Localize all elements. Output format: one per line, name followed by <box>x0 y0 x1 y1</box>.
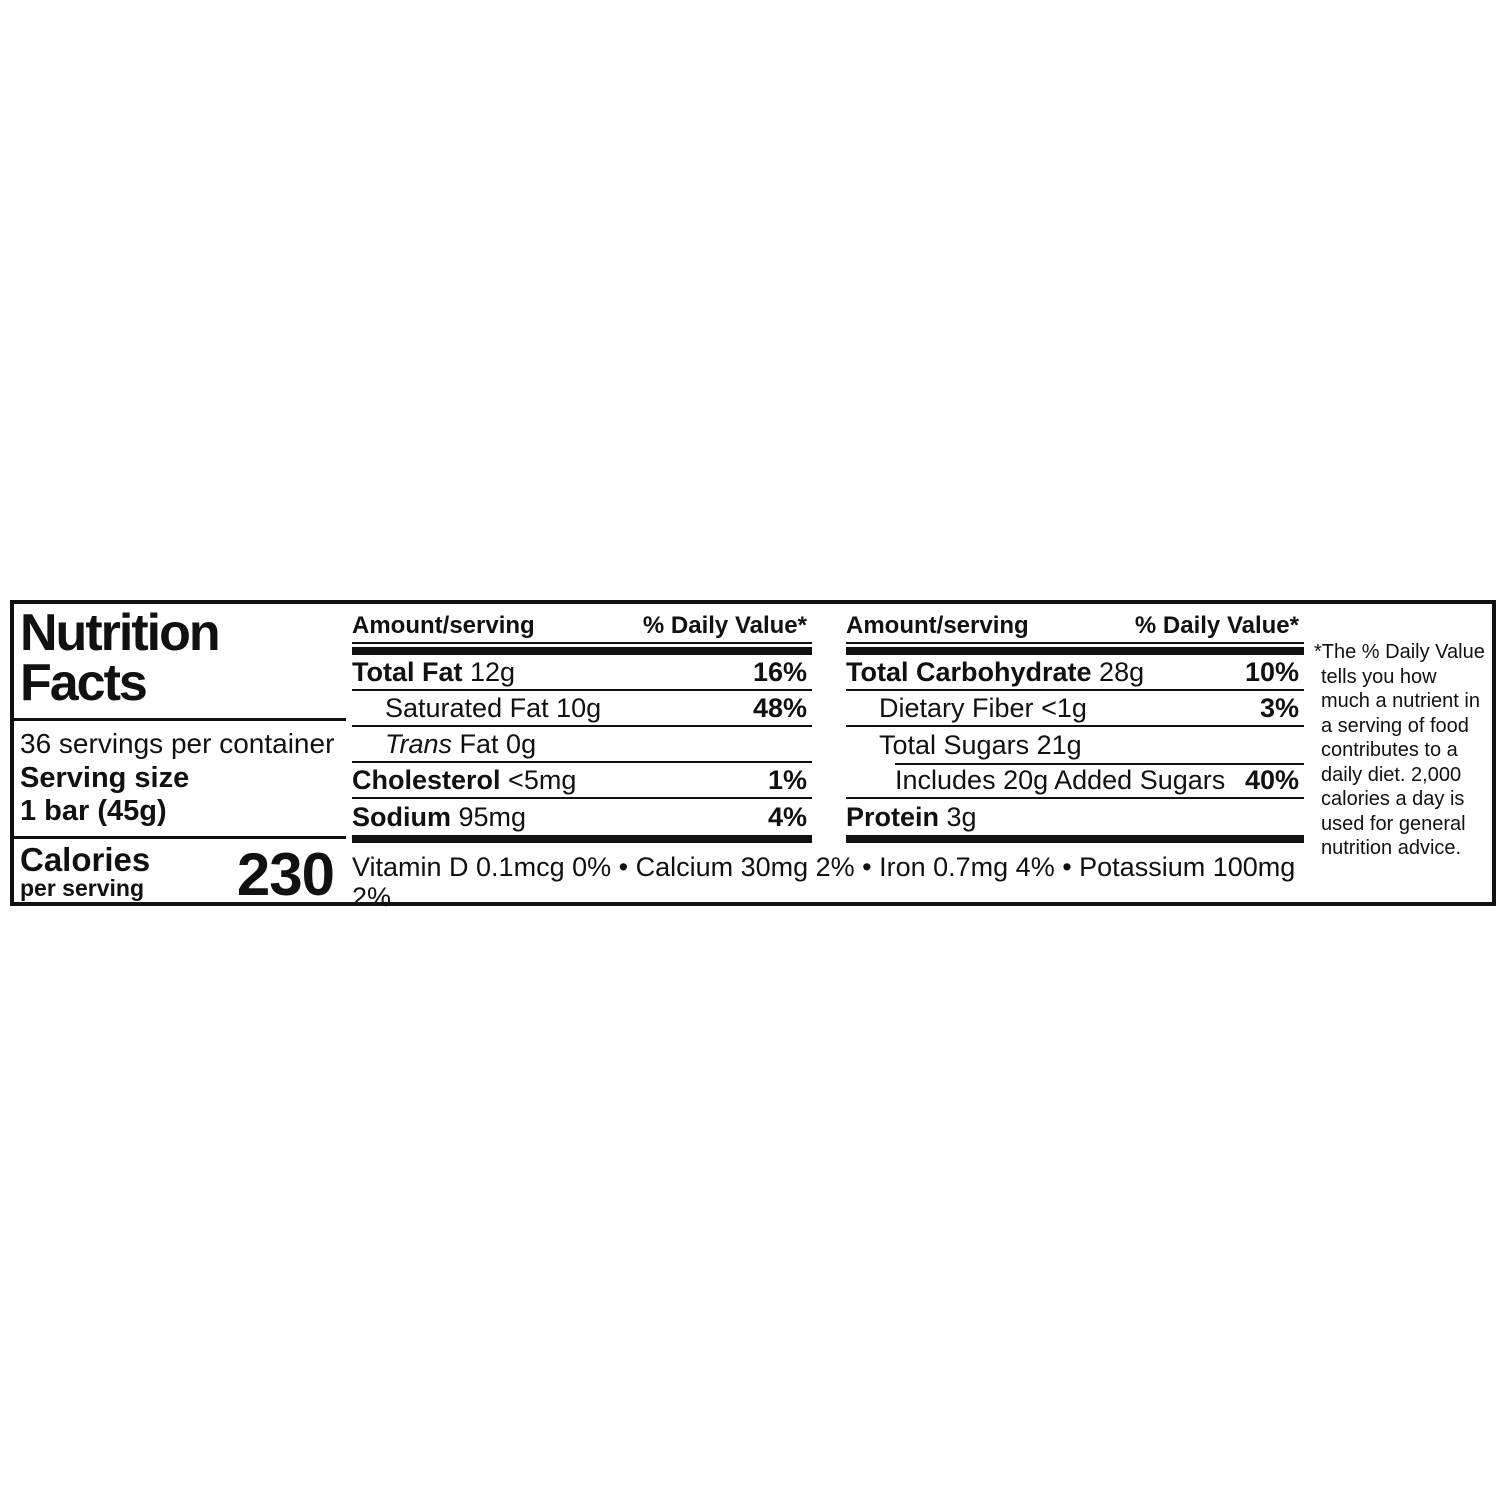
nutrition-facts-title: Nutrition Facts <box>20 604 219 712</box>
nutrient-dv: 3% <box>1259 692 1299 723</box>
nutrient-amount: 95mg <box>458 801 527 832</box>
nutrient-columns-area <box>352 604 1304 912</box>
column-header-daily-value: % Daily Value* <box>642 612 807 639</box>
nutrient-amount: 10g <box>556 692 602 723</box>
row-sodium <box>352 799 812 835</box>
row-total-carbohydrate <box>846 655 1304 691</box>
nutrient-columns <box>352 604 1304 843</box>
column-header <box>846 604 1304 639</box>
footnote <box>1314 604 1486 902</box>
thick-bar <box>352 835 812 843</box>
column-header-amount: Amount/serving <box>846 612 1029 639</box>
nutrient-amount: 0g <box>506 728 537 759</box>
footnote-text: *The % Daily Value tells you how much a nutrient in a serving of food contributes to a daily diet. 2,000 calories a day is used for general nutrition advice. <box>1314 641 1485 859</box>
calories-sublabel: per serving <box>20 875 144 901</box>
nutrient-amount: 21g <box>1036 729 1082 760</box>
calories-label: Calories <box>20 841 151 878</box>
nutrient-name: Saturated Fat 10g <box>385 692 602 723</box>
servings-per-container: 36 servings per container <box>20 728 335 759</box>
fat-column <box>352 604 812 843</box>
nutrient-amount: <1g <box>1041 692 1087 723</box>
row-total-sugars <box>846 727 1304 763</box>
nutrient-amount: 12g <box>470 656 516 687</box>
divider <box>14 718 346 721</box>
nutrient-name: Total Carbohydrate 28g <box>846 656 1145 687</box>
nutrient-dv: 16% <box>752 656 807 687</box>
nutrient-dv: 10% <box>1244 656 1299 687</box>
row-added-sugars <box>846 763 1304 799</box>
nutrition-facts-panel <box>14 604 346 908</box>
row-trans-fat <box>352 727 812 763</box>
nutrient-name: Cholesterol <5mg <box>352 764 577 795</box>
nutrient-name: Total Sugars 21g <box>879 729 1082 760</box>
calories-value: 230 <box>236 841 334 908</box>
micronutrients-line: Vitamin D 0.1mcg 0% • Calcium 30mg 2% • Iron 0.7mg 4% • Potassium 100mg 2% <box>352 852 1296 912</box>
column-header-amount: Amount/serving <box>352 612 535 639</box>
row-protein <box>846 799 1304 835</box>
nutrient-amount: 28g <box>1099 656 1145 687</box>
column-header-daily-value: % Daily Value* <box>1134 612 1299 639</box>
carbohydrate-column <box>846 604 1304 843</box>
calories-label-stack <box>20 843 150 901</box>
row-cholesterol <box>352 763 812 799</box>
nutrient-dv: 48% <box>752 692 807 723</box>
divider <box>352 642 812 644</box>
row-dietary-fiber <box>846 691 1304 727</box>
serving-size-value: 1 bar (45g) <box>20 795 167 827</box>
nutrient-name: Dietary Fiber <1g <box>879 692 1087 723</box>
thick-bar <box>846 835 1304 843</box>
column-header <box>352 604 812 639</box>
nutrient-name: Total Fat 12g <box>352 656 516 687</box>
row-saturated-fat <box>352 691 812 727</box>
nutrient-dv: 40% <box>1244 764 1299 795</box>
thick-bar <box>352 647 812 655</box>
serving-size-label: Serving size <box>20 762 190 794</box>
nutrient-name: Sodium 95mg <box>352 801 527 832</box>
nutrient-dv: 1% <box>767 764 807 795</box>
nutrient-amount: 3g <box>946 801 977 832</box>
nutrient-dv: 4% <box>767 801 807 832</box>
row-total-fat <box>352 655 812 691</box>
nutrient-name: Protein 3g <box>846 801 977 832</box>
thick-bar <box>846 647 1304 655</box>
nutrient-amount: <5mg <box>508 764 577 795</box>
nutrient-name: Includes 20g Added Sugars <box>895 764 1226 795</box>
nutrient-name: Trans Fat 0g <box>385 728 537 759</box>
divider <box>846 642 1304 644</box>
calories-row <box>14 839 346 908</box>
nutrition-facts-label <box>10 600 1496 912</box>
